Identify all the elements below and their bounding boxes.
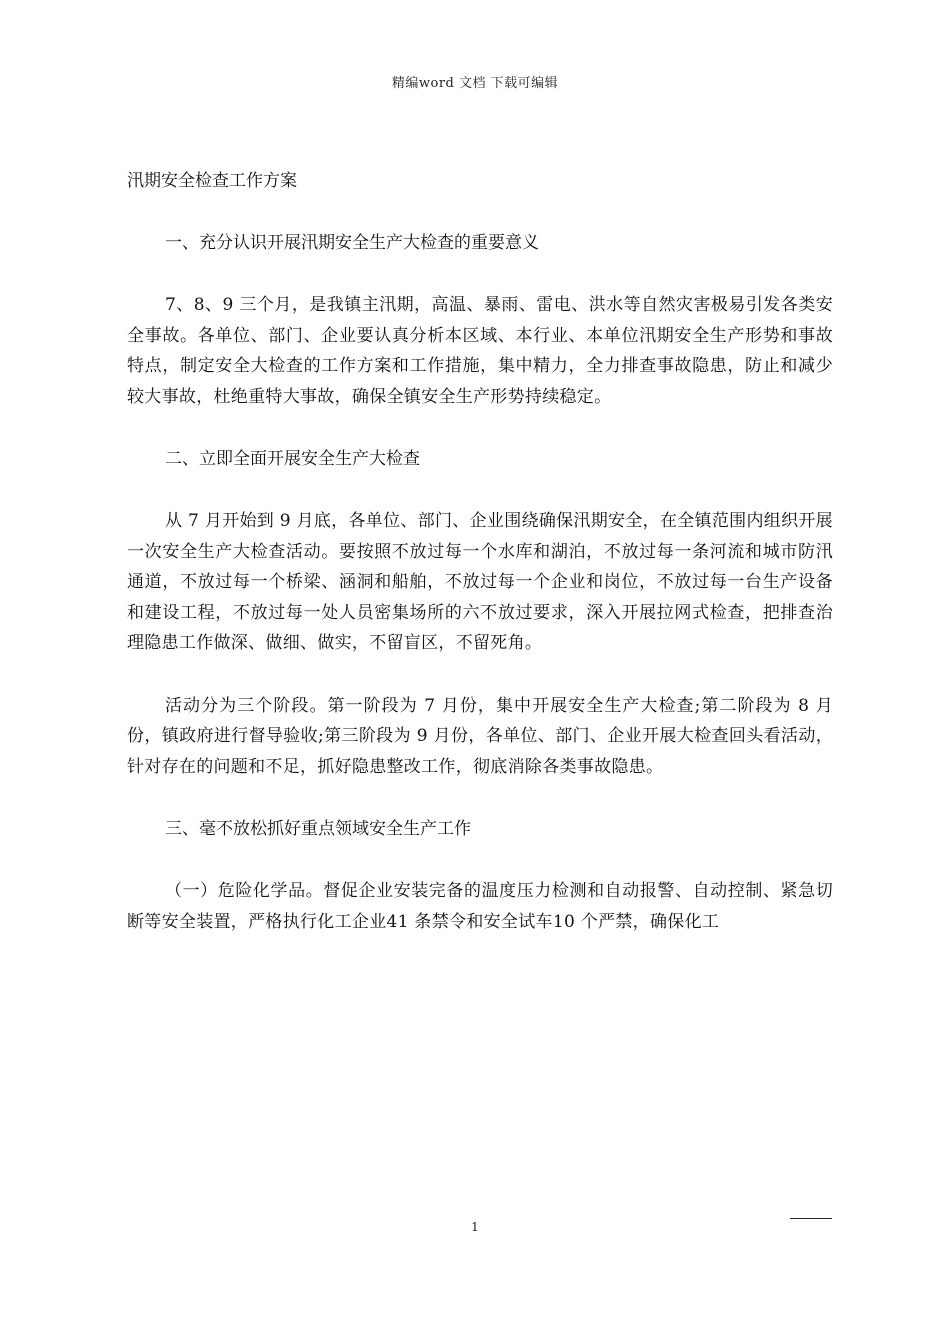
paragraph-4: （一）危险化学品。督促企业安装完备的温度压力检测和自动报警、自动控制、紧急切断等安全装置，严格执行化工企业41 条禁令和安全试车10 个严禁，确保化工 <box>127 881 833 932</box>
section-heading-1: 一、充分认识开展汛期安全生产大检查的重要意义 <box>165 233 539 253</box>
paragraph-1: 7、8、9 三个月，是我镇主汛期，高温、暴雨、雷电、洪水等自然灾害极易引发各类安全事故。各单位、部门、企业要认真分析本区域、本行业、本单位汛期安全生产形势和事故特点，制定安全大检查的工作方案和工作措施，集中精力，全力排查事故隐患，防止和减少较大事故，杜绝重特大事故，确保全镇安全生产形势持续稳定。 <box>127 295 833 407</box>
page-number: 1 <box>471 1220 479 1234</box>
paragraph-3: 活动分为三个阶段。第一阶段为 7 月份，集中开展安全生产大检查;第二阶段为 8 月份，镇政府进行督导验收;第三阶段为 9 月份，各单位、部门、企业开展大检查回头看活动，针对存在的问题和不足，抓好隐患整改工作，彻底消除各类事故隐患。 <box>127 695 833 777</box>
page-header: 精编word 文档 下载可编辑 <box>391 76 559 91</box>
footer-rule <box>790 1218 832 1219</box>
document-title: 汛期安全检查工作方案 <box>127 171 297 191</box>
paragraph-2: 从 7 月开始到 9 月底，各单位、部门、企业围绕确保汛期安全，在全镇范围内组织开展一次安全生产大检查活动。要按照不放过每一个水库和湖泊，不放过每一条河流和城市防汛通道，不放过每一个桥梁、涵洞和船舶，不放过每一个企业和岗位，不放过每一台生产设备和建设工程，不放过每一处人员密集场所的六不放过要求，深入开展拉网式检查，把排查治理隐患工作做深、做细、做实，不留盲区，不留死角。 <box>127 511 833 653</box>
document-body <box>127 166 833 969</box>
section-heading-2: 二、立即全面开展安全生产大检查 <box>165 449 420 469</box>
section-heading-3: 三、毫不放松抓好重点领域安全生产工作 <box>165 819 471 839</box>
